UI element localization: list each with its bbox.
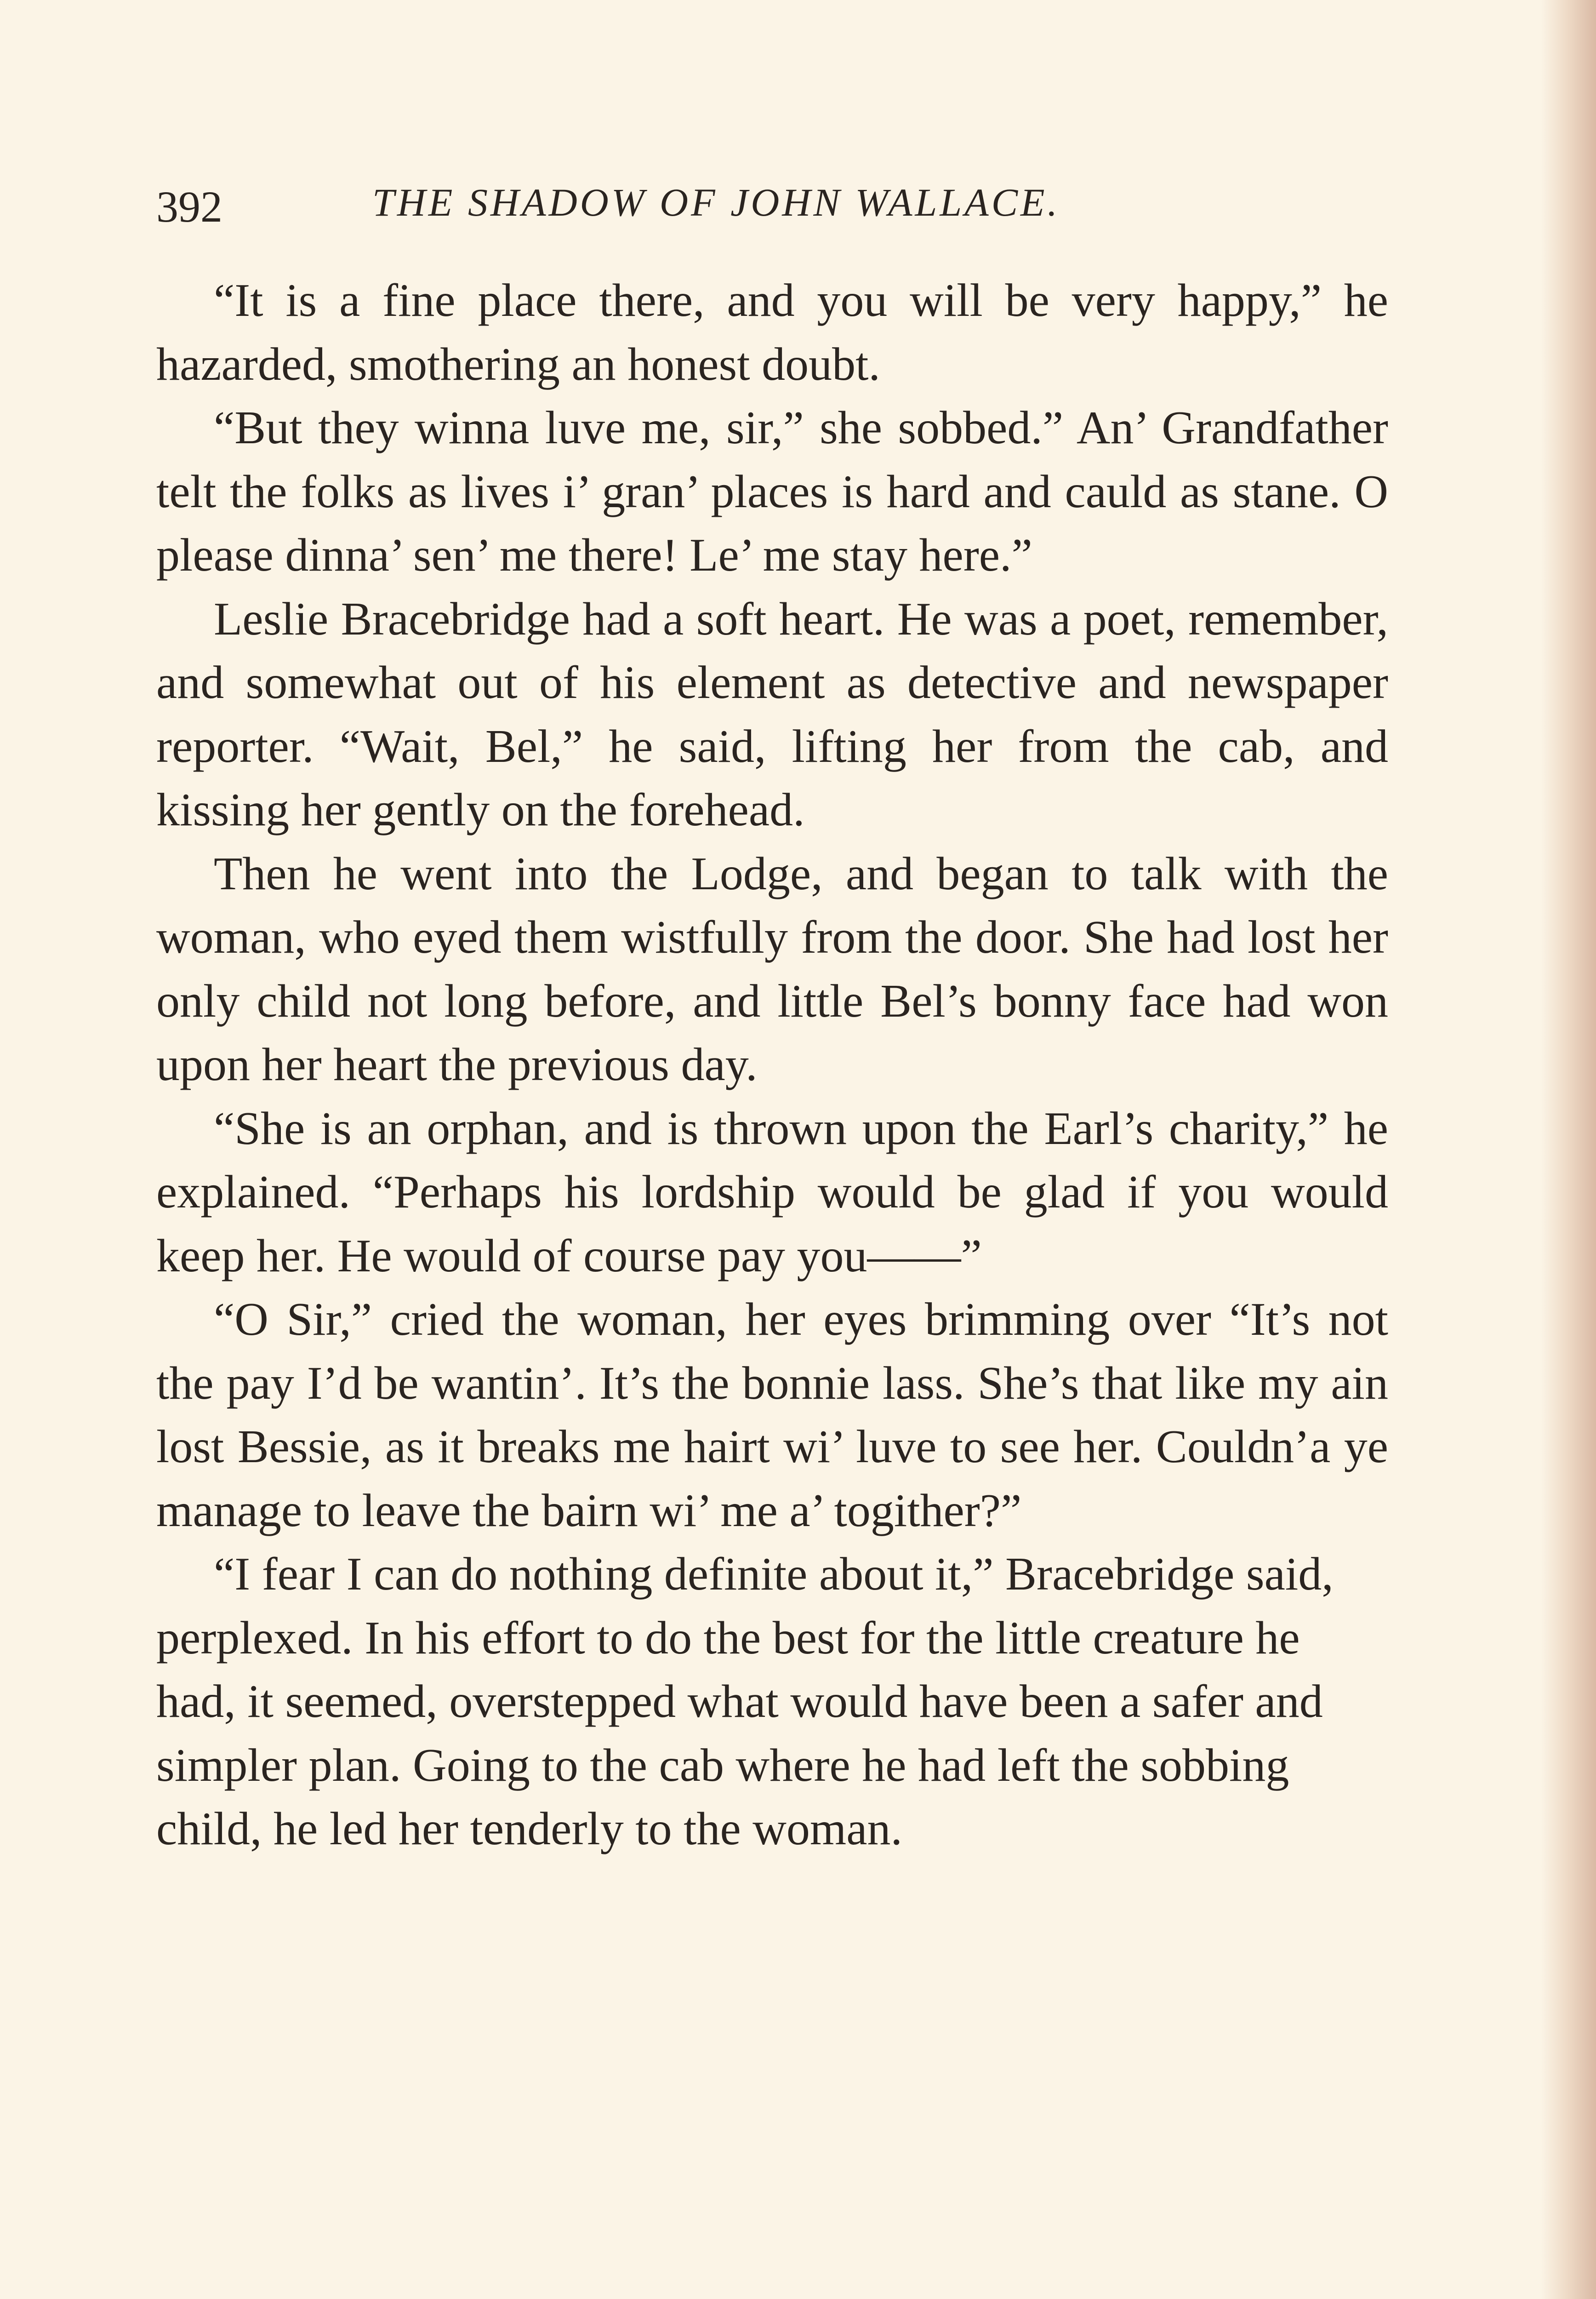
paragraph: “But they winna luve me, sir,” she sobbed.” An’ Grandfather telt the folks as lives i’ gran’ places is hard and cauld as stane. O please dinna’ sen’ me there! Le’ me stay here.” <box>156 402 1388 581</box>
page-edge-shadow <box>1541 0 1596 2299</box>
running-head <box>156 170 1388 234</box>
paragraph: “O Sir,” cried the woman, her eyes brimming over “It’s not the pay I’d be wantin’. It’s the bonnie lass. She’s that like my ain lost Bessie, as it breaks me hairt wi’ luve to see her. Couldn’a ye manage to leave the bairn wi’ me a’ togither?” <box>156 1293 1388 1537</box>
paragraph: “She is an orphan, and is thrown upon the Earl’s charity,” he explained. “Perhaps his lordship would be glad if you would keep her. He would of course pay you——” <box>156 1102 1388 1282</box>
paragraph: “I fear I can do nothing definite about it,” Bracebridge said, perplexed. In his effort to do the best for the little creature he had, it seemed, overstepped what would have been a safer and simpler plan. Going to the cab where he had left the sobbing child, he led her tenderly to the woman. <box>156 1548 1334 1855</box>
paragraph: Leslie Bracebridge had a soft heart. He was a poet, remember, and somewhat out of his element as detective and newspaper reporter. “Wait, Bel,” he said, lifting her from the cab, and kissing her gently on the forehead. <box>156 593 1388 836</box>
paragraph: “It is a fine place there, and you will be very happy,” he hazarded, smothering an honest doubt. <box>156 275 1388 390</box>
paragraph: Then he went into the Lodge, and began to talk with the woman, who eyed them wistfully from the door. She had lost her only child not long before, and little Bel’s bonny face had won upon her heart the previous day. <box>156 847 1388 1091</box>
body-text <box>156 269 1388 1861</box>
book-title: THE SHADOW OF JOHN WALLACE. <box>372 180 1060 224</box>
page-number: 392 <box>156 182 222 231</box>
